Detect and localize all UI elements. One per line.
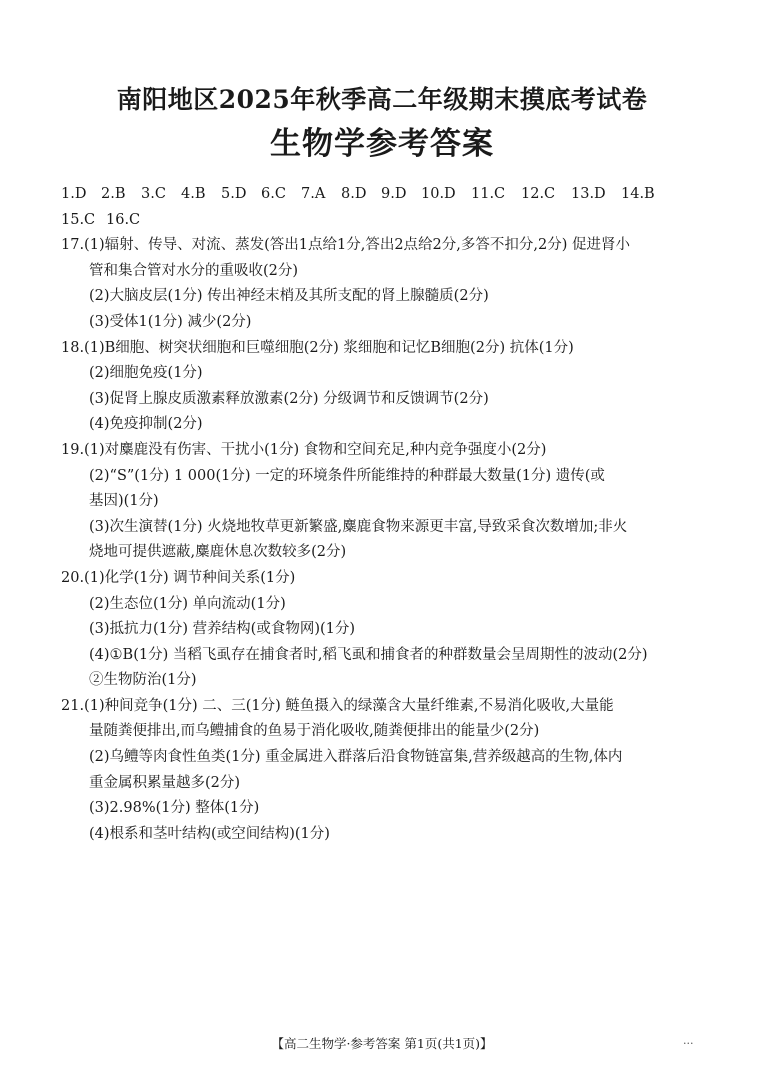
q21-line: 重金属积累量越多(2分)	[89, 774, 241, 791]
q20-line: (4)①B(1分) 当稻飞虱存在捕食者时,稻飞虱和捕食者的种群数量会呈周期性的波动(2分)	[89, 646, 648, 663]
choice-answer: 13.D	[571, 186, 606, 202]
q19-line: (2)“S”(1分) 1 000(1分) 一定的环境条件所能维持的种群最大数量(1分) 遗传(或	[89, 467, 605, 484]
q17-line: (2)大脑皮层(1分) 传出神经末梢及其所支配的肾上腺髓质(2分)	[89, 288, 489, 305]
choice-answers-row-2	[61, 208, 701, 234]
q19-line: 基因)(1分)	[89, 493, 159, 510]
answer-body	[61, 182, 701, 847]
q20-line: ②生物防治(1分)	[89, 672, 197, 689]
choice-answer: 1.D	[61, 186, 87, 202]
choice-answer: 7.A	[301, 186, 326, 202]
q17-line: 管和集合管对水分的重吸收(2分)	[89, 262, 299, 279]
q18-line: 18.(1)B细胞、树突状细胞和巨噬细胞(2分) 浆细胞和记忆B细胞(2分) 抗体(1分)	[61, 339, 574, 356]
choice-answer: 10.D	[421, 186, 456, 202]
q19-line: 19.(1)对麋鹿没有伤害、干扰小(1分) 食物和空间充足,种内竞争强度小(2分)	[61, 441, 547, 458]
q19-line: 烧地可提供遮蔽,麋鹿休息次数较多(2分)	[89, 544, 347, 561]
choice-answer: 11.C	[471, 186, 506, 202]
answer-key-title: 生物学参考答案	[270, 126, 494, 162]
q21-line: (3)2.98%(1分) 整体(1分)	[89, 800, 260, 817]
page-footer: 【高二生物学·参考答案 第1页(共1页)】	[271, 1036, 493, 1051]
q20-line: 20.(1)化学(1分) 调节种间关系(1分)	[61, 569, 296, 586]
choice-answers-row-1	[61, 182, 701, 208]
q18-line: (2)细胞免疫(1分)	[89, 365, 203, 382]
choice-answer: 16.C	[106, 211, 141, 228]
choice-answer: 14.B	[621, 186, 655, 202]
exam-title: 南阳地区2025年秋季高二年级期末摸底考试卷	[116, 85, 648, 114]
q21-line: (4)根系和茎叶结构(或空间结构)(1分)	[89, 825, 330, 842]
q18-line: (4)免疫抑制(2分)	[89, 416, 203, 433]
choice-answer: 5.D	[221, 186, 247, 202]
q21-line: 21.(1)种间竞争(1分) 二、三(1分) 鲢鱼摄入的绿藻含大量纤维素,不易消化吸收,大量能	[61, 697, 614, 714]
q21-line: 量随粪便排出,而乌鳢捕食的鱼易于消化吸收,随粪便排出的能量少(2分)	[89, 723, 540, 740]
corner-mark: ...	[683, 1034, 694, 1047]
choice-answer: 8.D	[341, 186, 367, 202]
q18-line: (3)促肾上腺皮质激素释放激素(2分) 分级调节和反馈调节(2分)	[89, 390, 489, 407]
choice-answer: 12.C	[521, 186, 556, 202]
q20-line: (2)生态位(1分) 单向流动(1分)	[89, 595, 286, 612]
choice-answer: 15.C	[61, 211, 96, 228]
q20-line: (3)抵抗力(1分) 营养结构(或食物网)(1分)	[89, 621, 356, 638]
q17-line: (3)受体1(1分) 减少(2分)	[89, 313, 252, 330]
q17-line: 17.(1)辐射、传导、对流、蒸发(答出1点给1分,答出2点给2分,多答不扣分,2分) 促进肾小	[61, 237, 630, 254]
choice-answer: 9.D	[381, 186, 407, 202]
choice-answer: 4.B	[181, 186, 206, 202]
choice-answer: 6.C	[261, 186, 286, 202]
q21-line: (2)乌鳢等肉食性鱼类(1分) 重金属进入群落后沿食物链富集,营养级越高的生物,体内	[89, 749, 623, 766]
q19-line: (3)次生演替(1分) 火烧地牧草更新繁盛,麋鹿食物来源更丰富,导致采食次数增加;非火	[89, 518, 628, 535]
choice-answer: 2.B	[101, 186, 126, 202]
choice-answer: 3.C	[141, 186, 166, 202]
